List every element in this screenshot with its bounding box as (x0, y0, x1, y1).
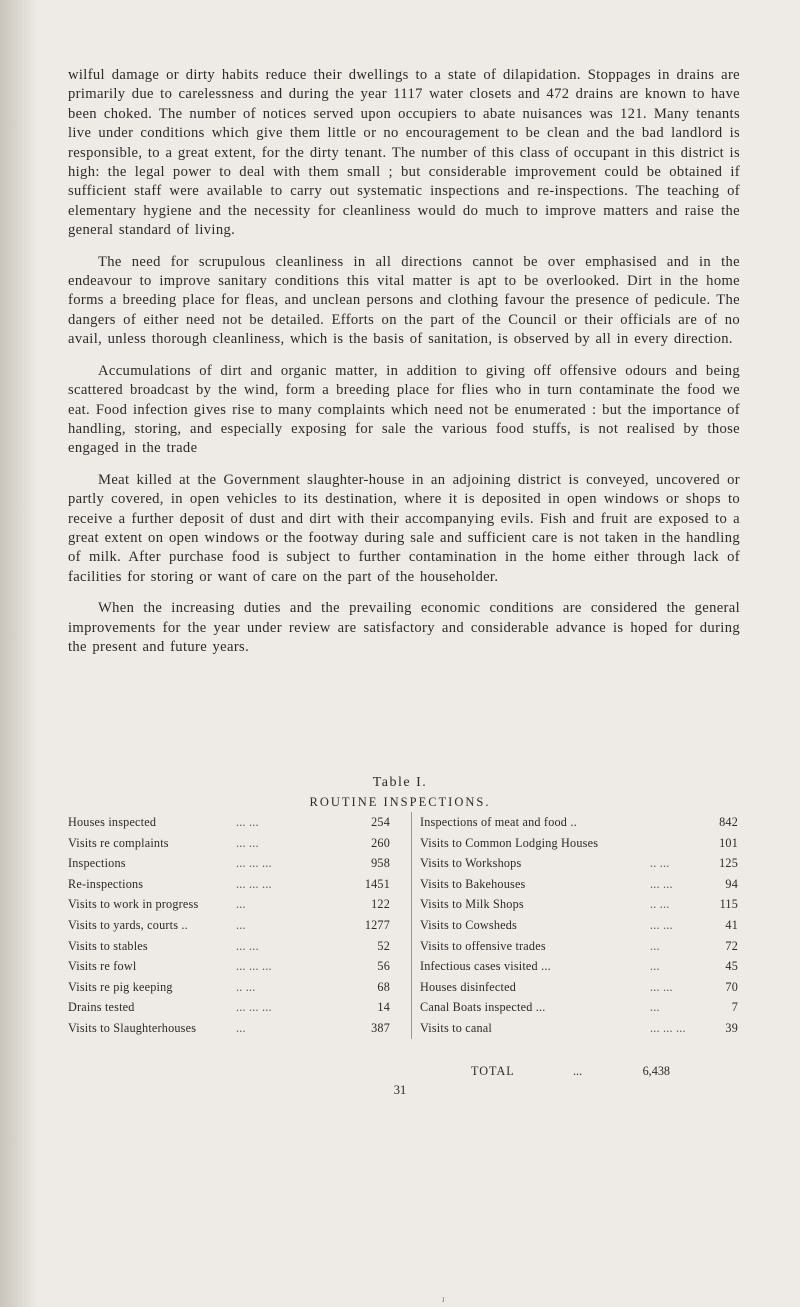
row-label: Re-inspections (68, 876, 144, 891)
table-row (68, 853, 394, 874)
row-label: Visits to canal (420, 1020, 492, 1035)
row-dots: ... ... (236, 938, 259, 953)
row-value: 72 (725, 938, 738, 953)
row-value: 52 (377, 938, 390, 953)
table-row (68, 977, 394, 998)
row-dots: .. ... (650, 856, 670, 871)
table-row (420, 812, 748, 833)
row-value: 1451 (364, 876, 390, 891)
page-number: 31 (393, 1083, 407, 1097)
table-row (68, 874, 394, 895)
table-row (420, 1018, 748, 1039)
row-label: Visits re pig keeping (68, 979, 173, 994)
table-row (420, 915, 748, 936)
row-value: 115 (719, 897, 738, 912)
table-row (68, 997, 394, 1018)
row-label: Visits to yards, courts .. (68, 917, 188, 932)
row-dots: ... (650, 959, 660, 974)
table-row (420, 833, 748, 854)
row-label: Drains tested (68, 1000, 135, 1015)
table-left-column (68, 812, 394, 1039)
row-label: Visits to Common Lodging Houses (420, 835, 599, 850)
table-row (68, 936, 394, 957)
row-value: 101 (719, 835, 738, 850)
row-value: 94 (725, 876, 738, 891)
row-dots: ... (236, 897, 246, 912)
row-label: Canal Boats inspected ... (420, 1000, 546, 1015)
paragraph-4: Meat killed at the Government slaughter-house in an adjoining district is conveyed, uncovered or partly covered, in open vehicles to its destination, where it is deposited in open windows or shops to receive a further deposit of dust and dirt with their accompanying evils. Fish and fruit are exposed to a great extent on open windows or the footway during sale and sufficient care is not taken in the handling of milk. After purchase food is subject to further contamination in the home either through lack of facilities for storing or want of care on the part of the householder. (68, 471, 740, 585)
row-value: 7 (731, 1000, 738, 1015)
table-row (420, 977, 748, 998)
row-label: Infectious cases visited ... (420, 959, 551, 974)
row-dots: ... ... (236, 815, 259, 829)
row-value: 45 (725, 959, 738, 974)
table-row (68, 833, 394, 854)
row-dots: ... ... ... (236, 876, 272, 891)
row-label: Visits re fowl (68, 959, 137, 974)
row-dots: ... ... (236, 835, 259, 850)
row-value: 125 (719, 856, 738, 871)
row-dots: ... ... (650, 917, 673, 932)
row-dots: ... ... (650, 979, 673, 994)
paragraph-5: When the increasing duties and the prevailing economic conditions are considered the general improvements for the year under review are satisfactory and considerable advance is hoped for during the present and future years. (68, 600, 740, 655)
row-dots: .. ... (236, 979, 256, 994)
row-dots: ... (236, 917, 246, 932)
row-label: Visits re complaints (68, 835, 169, 850)
table-row (420, 874, 748, 895)
table-title: Table I. (372, 775, 428, 790)
table-row (420, 853, 748, 874)
row-dots: ... ... (650, 876, 673, 891)
table-row (420, 936, 748, 957)
row-value: 56 (377, 959, 390, 974)
table-row (68, 894, 394, 915)
row-dots: ... (236, 1020, 246, 1035)
row-label: Visits to Milk Shops (420, 897, 524, 912)
table-right-column (411, 812, 748, 1039)
row-value: 260 (371, 835, 390, 850)
paragraph-3: Accumulations of dirt and organic matter, in addition to giving off offensive odours and being scattered broadcast by the wind, form a breeding place for flies who in turn contaminate the food we eat. Food infection gives rise to many complaints which need not be enumerated : but the importance of handling, storing, and especially exposing for sale the various food stuffs, is not realised by those engaged in the trade (68, 362, 740, 457)
row-label: Visits to stables (68, 938, 148, 953)
page-edge-shadow (0, 0, 38, 1307)
row-dots: ... ... ... (236, 1000, 272, 1015)
table-row (420, 997, 748, 1018)
row-label: Inspections (68, 856, 126, 871)
row-value: 958 (371, 856, 390, 871)
row-value: 254 (371, 815, 390, 829)
row-dots: ... ... ... (650, 1020, 686, 1035)
row-label: Houses disinfected (420, 979, 516, 994)
total-value: 6,438 (642, 1064, 670, 1078)
row-dots: ... ... ... (236, 959, 272, 974)
table-subtitle: ROUTINE INSPECTIONS. (309, 795, 491, 809)
row-value: 1277 (364, 917, 390, 932)
row-dots: ... (650, 938, 660, 953)
row-dots: ... ... ... (236, 856, 272, 871)
table-row (420, 894, 748, 915)
row-label: Visits to work in progress (68, 897, 199, 912)
paragraph-1: wilful damage or dirty habits reduce their dwellings to a state of dilapidation. Stoppages in drains are primarily due to carelessness and during the year 1117 water closets and 472 drains are known to have been choked. The number of notices served upon occupiers to abate nuisances was 121. Many tenants live under conditions which give them little or no encouragement to be clean and the bad landlord is responsible, to a great extent, for the dirty tenant. The number of this class of occupant in this district is high: the legal power to deal with them small ; but considerable improvement could be obtained if sufficient staff were available to carry out systematic inspections and re-inspections. The teaching of elementary hygiene and the necessity for cleanliness would do much to improve matters and raise the general standard of living. (68, 67, 740, 239)
body-text (68, 66, 740, 669)
scan-mark: ᴊ (442, 1294, 445, 1304)
table-row (68, 812, 394, 833)
paragraph-2: The need for scrupulous cleanliness in all directions cannot be over emphasised and in the endeavour to improve sanitary conditions this vital matter is apt to be overlooked. Dirt in the home forms a breeding place for fleas, and unclean persons and clothing favour the presence of pedicule. The dangers of either need not be detailed. Efforts on the part of the Council or their officials are of no avail, unless thorough cleanliness, which is the basis of sanitation, is observed by all in every direction. (68, 253, 740, 348)
row-value: 39 (725, 1020, 738, 1035)
row-value: 842 (719, 815, 738, 829)
table-row (68, 956, 394, 977)
row-dots: .. ... (650, 897, 670, 912)
row-label: Visits to Cowsheds (420, 917, 517, 932)
row-label: Visits to Workshops (420, 856, 522, 871)
total-dots: ... (573, 1064, 583, 1078)
row-dots: ... (650, 1000, 660, 1015)
table-row (68, 915, 394, 936)
row-label: Houses inspected (68, 815, 157, 829)
row-value: 41 (725, 917, 738, 932)
total-label: TOTAL (471, 1064, 515, 1078)
table-row (68, 1018, 394, 1039)
row-value: 14 (377, 1000, 390, 1015)
row-label: Inspections of meat and food .. (420, 815, 577, 829)
row-label: Visits to Bakehouses (420, 876, 526, 891)
row-value: 70 (725, 979, 738, 994)
row-value: 122 (371, 897, 390, 912)
row-label: Visits to Slaughterhouses (68, 1020, 197, 1035)
row-value: 68 (377, 979, 390, 994)
row-value: 387 (371, 1020, 390, 1035)
table-row (420, 956, 748, 977)
row-label: Visits to offensive trades (420, 938, 546, 953)
